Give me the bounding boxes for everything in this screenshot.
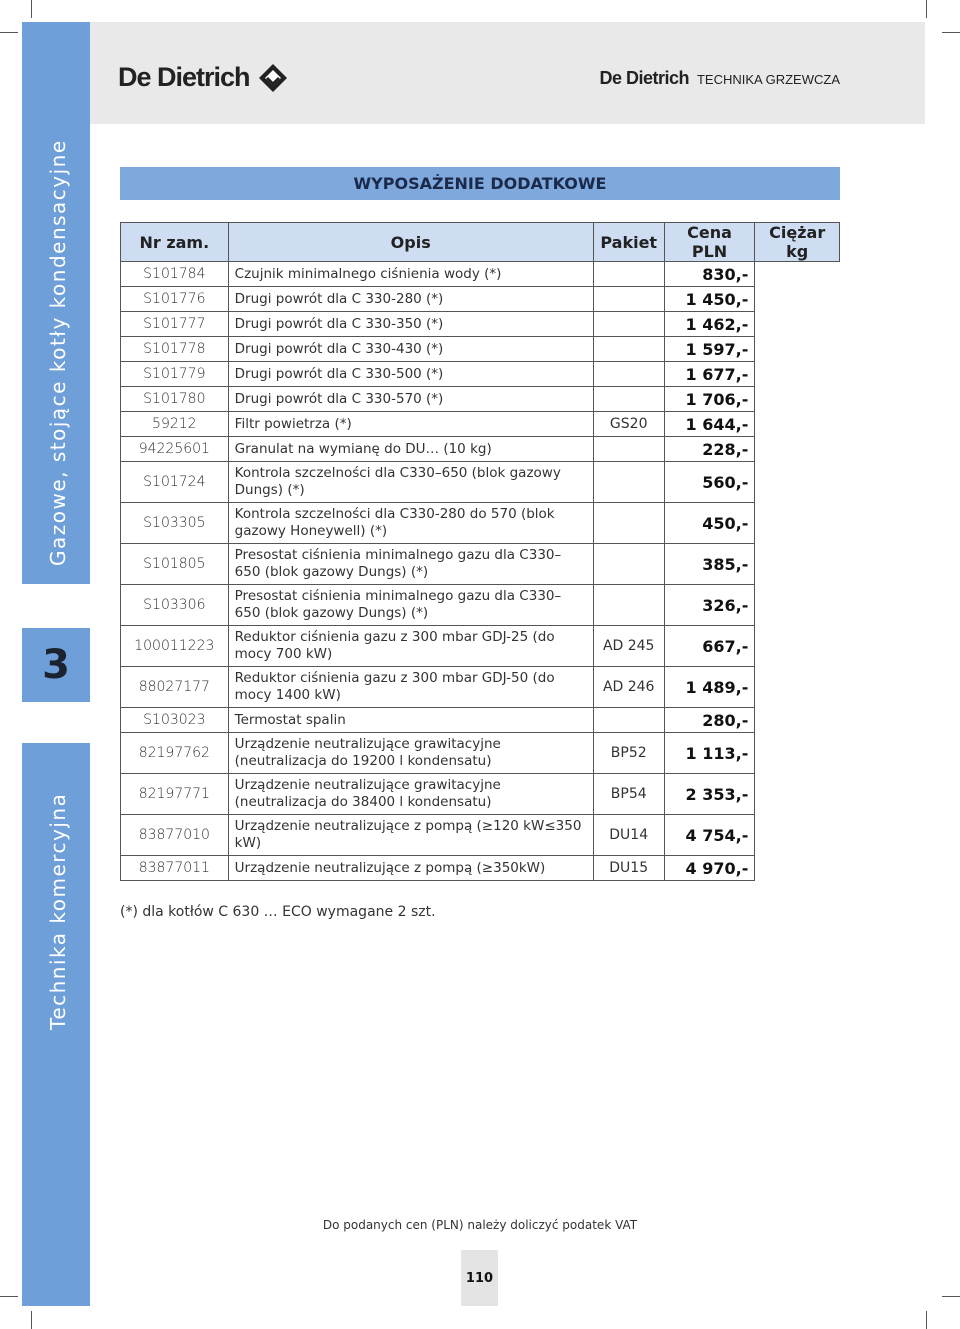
column-header-package: Pakiet — [593, 223, 664, 262]
description-cell: Czujnik minimalnego ciśnienia wody (*) — [228, 262, 593, 287]
accessories-price-table — [120, 222, 840, 881]
order-number-cell: 83877011 — [121, 856, 229, 881]
price-cell: 1 644,- — [664, 412, 755, 437]
package-cell — [593, 437, 664, 462]
diamond-logo-icon — [258, 63, 288, 93]
order-number-cell: S103305 — [121, 503, 229, 544]
package-cell — [593, 708, 664, 733]
table-row — [121, 667, 840, 708]
price-cell: 326,- — [664, 585, 755, 626]
weight-cell — [755, 362, 840, 387]
order-number-cell: 59212 — [121, 412, 229, 437]
order-number-cell: 83877010 — [121, 815, 229, 856]
weight-cell — [755, 708, 840, 733]
table-row — [121, 262, 840, 287]
price-cell: 1 450,- — [664, 287, 755, 312]
weight-cell — [755, 585, 840, 626]
table-row — [121, 437, 840, 462]
table-row — [121, 733, 840, 774]
price-cell: 1 706,- — [664, 387, 755, 412]
price-cell: 667,- — [664, 626, 755, 667]
price-cell: 1 462,- — [664, 312, 755, 337]
description-cell: Drugi powrót dla C 330-350 (*) — [228, 312, 593, 337]
price-cell: 385,- — [664, 544, 755, 585]
order-number-cell: S101724 — [121, 462, 229, 503]
table-row — [121, 312, 840, 337]
weight-cell — [755, 262, 840, 287]
package-cell — [593, 585, 664, 626]
crop-mark — [0, 1296, 18, 1297]
weight-cell — [755, 733, 840, 774]
package-cell — [593, 387, 664, 412]
description-cell: Granulat na wymianę do DU… (10 kg) — [228, 437, 593, 462]
header-subtitle: TECHNIKA GRZEWCZA — [696, 72, 840, 87]
page-number: 110 — [465, 1270, 494, 1286]
logo-text: De Dietrich — [118, 62, 250, 92]
weight-cell — [755, 626, 840, 667]
order-number-cell: S103023 — [121, 708, 229, 733]
price-cell: 1 597,- — [664, 337, 755, 362]
crop-mark — [926, 1311, 927, 1329]
description-cell: Urządzenie neutralizujące grawitacyjne (neutralizacja do 19200 l kondensatu) — [228, 733, 593, 774]
price-cell: 1 113,- — [664, 733, 755, 774]
table-row — [121, 462, 840, 503]
order-number-cell: 88027177 — [121, 667, 229, 708]
weight-cell — [755, 462, 840, 503]
order-number-cell: S101779 — [121, 362, 229, 387]
order-number-cell: 100011223 — [121, 626, 229, 667]
description-cell: Drugi powrót dla C 330-430 (*) — [228, 337, 593, 362]
description-cell: Kontrola szczelności dla C330-280 do 570 (blok gazowy Honeywell) (*) — [228, 503, 593, 544]
description-cell: Reduktor ciśnienia gazu z 300 mbar GDJ-25 (do mocy 700 kW) — [228, 626, 593, 667]
weight-cell — [755, 667, 840, 708]
table-row — [121, 815, 840, 856]
page-number-box — [461, 1250, 498, 1306]
description-cell: Urządzenie neutralizujące grawitacyjne (neutralizacja do 38400 l kondensatu) — [228, 774, 593, 815]
description-cell: Filtr powietrza (*) — [228, 412, 593, 437]
description-cell: Drugi powrót dla C 330-570 (*) — [228, 387, 593, 412]
crop-mark — [942, 1296, 960, 1297]
table-row — [121, 544, 840, 585]
footnote: (*) dla kotłów C 630 … ECO wymagane 2 szt. — [120, 904, 436, 920]
weight-cell — [755, 856, 840, 881]
package-cell — [593, 312, 664, 337]
package-cell — [593, 462, 664, 503]
table-row — [121, 585, 840, 626]
description-cell: Kontrola szczelności dla C330–650 (blok gazowy Dungs) (*) — [228, 462, 593, 503]
weight-cell — [755, 503, 840, 544]
description-cell: Presostat ciśnienia minimalnego gazu dla C330–650 (blok gazowy Dungs) (*) — [228, 585, 593, 626]
order-number-cell: S101778 — [121, 337, 229, 362]
table-row — [121, 856, 840, 881]
description-cell: Termostat spalin — [228, 708, 593, 733]
package-cell: AD 245 — [593, 626, 664, 667]
table-row — [121, 708, 840, 733]
package-cell: DU14 — [593, 815, 664, 856]
price-cell: 830,- — [664, 262, 755, 287]
price-cell: 560,- — [664, 462, 755, 503]
weight-cell — [755, 412, 840, 437]
price-cell: 4 754,- — [664, 815, 755, 856]
column-header-price: Cena PLN — [664, 223, 755, 262]
brand-logo — [118, 62, 288, 93]
column-header-description: Opis — [228, 223, 593, 262]
package-cell — [593, 544, 664, 585]
price-cell: 1 489,- — [664, 667, 755, 708]
description-cell: Urządzenie neutralizujące z pompą (≥120 kW≤350 kW) — [228, 815, 593, 856]
table-row — [121, 774, 840, 815]
order-number-cell: S103306 — [121, 585, 229, 626]
table-row — [121, 337, 840, 362]
package-cell — [593, 337, 664, 362]
crop-mark — [31, 0, 32, 18]
package-cell: BP52 — [593, 733, 664, 774]
table-row — [121, 362, 840, 387]
weight-cell — [755, 437, 840, 462]
description-cell: Reduktor ciśnienia gazu z 300 mbar GDJ-50 (do mocy 1400 kW) — [228, 667, 593, 708]
description-cell: Presostat ciśnienia minimalnego gazu dla C330–650 (blok gazowy Dungs) (*) — [228, 544, 593, 585]
table-row — [121, 626, 840, 667]
package-cell — [593, 262, 664, 287]
price-cell: 4 970,- — [664, 856, 755, 881]
table-row — [121, 387, 840, 412]
vat-note: Do podanych cen (PLN) należy doliczyć podatek VAT — [322, 1218, 638, 1232]
header-brand: De Dietrich — [599, 68, 689, 88]
crop-mark — [926, 0, 927, 18]
weight-cell — [755, 815, 840, 856]
order-number-cell: S101777 — [121, 312, 229, 337]
price-cell: 228,- — [664, 437, 755, 462]
order-number-cell: 94225601 — [121, 437, 229, 462]
price-cell: 2 353,- — [664, 774, 755, 815]
header-brand-block — [599, 68, 840, 89]
table-row — [121, 503, 840, 544]
order-number-cell: 82197771 — [121, 774, 229, 815]
description-cell: Drugi powrót dla C 330-280 (*) — [228, 287, 593, 312]
weight-cell — [755, 774, 840, 815]
weight-cell — [755, 312, 840, 337]
package-cell: BP54 — [593, 774, 664, 815]
section-title: WYPOSAŻENIE DODATKOWE — [120, 167, 840, 200]
chapter-number-box — [22, 628, 90, 702]
table-row — [121, 412, 840, 437]
crop-mark — [942, 32, 960, 33]
price-cell: 450,- — [664, 503, 755, 544]
package-cell: GS20 — [593, 412, 664, 437]
weight-cell — [755, 387, 840, 412]
package-cell: AD 246 — [593, 667, 664, 708]
description-cell: Urządzenie neutralizujące z pompą (≥350kW) — [228, 856, 593, 881]
table-row — [121, 287, 840, 312]
package-cell — [593, 362, 664, 387]
crop-mark — [0, 32, 18, 33]
crop-mark — [31, 1311, 32, 1329]
order-number-cell: S101780 — [121, 387, 229, 412]
sidebar-section-title: Gazowe, stojące kotły kondensacyjne — [46, 139, 70, 566]
package-cell — [593, 503, 664, 544]
chapter-number: 3 — [42, 642, 70, 688]
order-number-cell: S101776 — [121, 287, 229, 312]
price-cell: 1 677,- — [664, 362, 755, 387]
weight-cell — [755, 544, 840, 585]
order-number-cell: 82197762 — [121, 733, 229, 774]
table-header-row — [121, 223, 840, 262]
weight-cell — [755, 287, 840, 312]
package-cell — [593, 287, 664, 312]
price-cell: 280,- — [664, 708, 755, 733]
column-header-order-number: Nr zam. — [121, 223, 229, 262]
order-number-cell: S101805 — [121, 544, 229, 585]
weight-cell — [755, 337, 840, 362]
column-header-weight: Ciężar kg — [755, 223, 840, 262]
order-number-cell: S101784 — [121, 262, 229, 287]
sidebar-chapter-title: Technika komercyjna — [46, 792, 70, 1030]
package-cell: DU15 — [593, 856, 664, 881]
description-cell: Drugi powrót dla C 330-500 (*) — [228, 362, 593, 387]
